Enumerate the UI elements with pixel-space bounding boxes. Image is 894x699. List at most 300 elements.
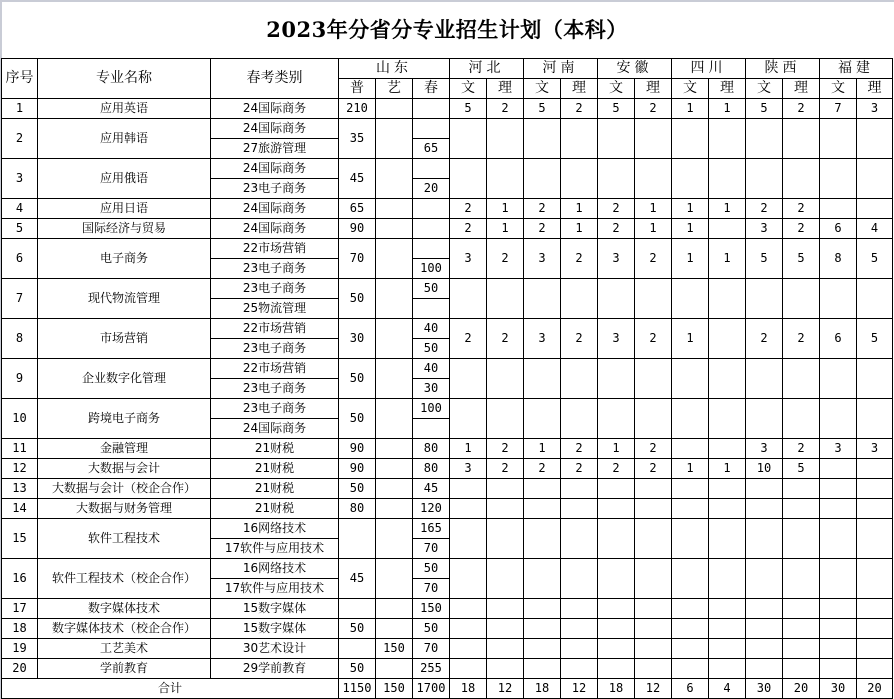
cell-province-quota: 1: [672, 239, 709, 279]
cell-province-quota: 7: [820, 99, 857, 119]
cell-shandong-yi: [376, 599, 413, 619]
cell-shandong-chun: 120: [413, 499, 450, 519]
cell-province-quota: 2: [635, 319, 672, 359]
cell-province-quota: [524, 639, 561, 659]
cell-province-quota: 2: [598, 219, 635, 239]
cell-province-quota: 2: [635, 439, 672, 459]
cell-province-quota: 3: [450, 239, 487, 279]
cell-province-quota: [709, 599, 746, 619]
header-subcategory: 文: [450, 79, 487, 99]
cell-shandong-pu: 50: [339, 659, 376, 679]
cell-shandong-yi: [376, 219, 413, 239]
cell-shandong-chun: 45: [413, 479, 450, 499]
cell-category: 22市场营销: [211, 319, 339, 339]
table-row: [2, 599, 893, 619]
cell-province-quota: [598, 119, 635, 159]
cell-major: 学前教育: [38, 659, 211, 679]
cell-seq: 9: [2, 359, 38, 399]
cell-province-quota: [820, 159, 857, 199]
header-subcategory: 理: [561, 79, 598, 99]
table-row: [2, 399, 893, 419]
header-subcategory: 理: [635, 79, 672, 99]
cell-category: 24国际商务: [211, 219, 339, 239]
cell-shandong-chun: 70: [413, 579, 450, 599]
cell-major: 应用英语: [38, 99, 211, 119]
cell-province-quota: [598, 399, 635, 439]
cell-province-quota: 1: [672, 199, 709, 219]
cell-province-quota: [820, 119, 857, 159]
cell-province-quota: [857, 159, 893, 199]
cell-major: 工艺美术: [38, 639, 211, 659]
cell-province-quota: [746, 499, 783, 519]
cell-shandong-yi: [376, 519, 413, 559]
cell-province-quota: [820, 619, 857, 639]
cell-province-quota: [598, 659, 635, 679]
cell-province-quota: [487, 399, 524, 439]
enrollment-plan-table: [1, 58, 893, 699]
cell-seq: 3: [2, 159, 38, 199]
cell-shandong-chun: [413, 99, 450, 119]
cell-category: 17软件与应用技术: [211, 579, 339, 599]
cell-shandong-chun: 50: [413, 339, 450, 359]
cell-category: 22市场营销: [211, 239, 339, 259]
cell-province-quota: 2: [561, 239, 598, 279]
cell-major: 企业数字化管理: [38, 359, 211, 399]
header-subcategory: 理: [487, 79, 524, 99]
header-row-provinces: [2, 59, 893, 79]
cell-province-quota: [635, 619, 672, 639]
cell-province-quota: [857, 279, 893, 319]
cell-category: 27旅游管理: [211, 139, 339, 159]
table-row: [2, 439, 893, 459]
cell-shandong-pu: 90: [339, 459, 376, 479]
cell-province-quota: 2: [561, 459, 598, 479]
cell-province-quota: 2: [635, 99, 672, 119]
cell-province-quota: [672, 559, 709, 599]
cell-shandong-yi: [376, 439, 413, 459]
cell-shandong-chun: 255: [413, 659, 450, 679]
cell-seq: 19: [2, 639, 38, 659]
table-row: [2, 119, 893, 139]
cell-province-quota: [672, 619, 709, 639]
cell-province-quota: [450, 479, 487, 499]
cell-province-quota: 2: [783, 219, 820, 239]
cell-province-quota: 1: [598, 439, 635, 459]
cell-province-quota: [524, 499, 561, 519]
cell-province-quota: 2: [487, 319, 524, 359]
cell-province-quota: [857, 359, 893, 399]
cell-province-quota: [524, 399, 561, 439]
table-row: [2, 359, 893, 379]
cell-shandong-yi: [376, 479, 413, 499]
cell-shandong-yi: [376, 159, 413, 199]
header-subcategory: 艺: [376, 79, 413, 99]
table-row: [2, 619, 893, 639]
cell-category: 17软件与应用技术: [211, 539, 339, 559]
cell-province-quota: [561, 279, 598, 319]
cell-category: 15数字媒体: [211, 599, 339, 619]
cell-province-quota: [820, 499, 857, 519]
cell-province-quota: [857, 479, 893, 499]
cell-category: 23电子商务: [211, 259, 339, 279]
cell-province-quota: 8: [820, 239, 857, 279]
table-row: [2, 199, 893, 219]
cell-province-quota: [746, 519, 783, 559]
cell-shandong-chun: 70: [413, 539, 450, 559]
cell-province-quota: [561, 619, 598, 639]
cell-province-quota: 2: [561, 319, 598, 359]
cell-province-quota: 5: [857, 239, 893, 279]
cell-province-quota: 3: [598, 239, 635, 279]
cell-province-quota: [857, 599, 893, 619]
cell-shandong-pu: 50: [339, 279, 376, 319]
cell-province-quota: [635, 159, 672, 199]
cell-shandong-yi: [376, 119, 413, 159]
cell-province-quota: [450, 619, 487, 639]
cell-province-quota: [746, 559, 783, 599]
cell-shandong-pu: 90: [339, 439, 376, 459]
cell-province-quota: 3: [746, 439, 783, 459]
cell-shandong-pu: [339, 639, 376, 659]
totals-value: 4: [709, 679, 746, 699]
totals-value: 30: [820, 679, 857, 699]
totals-value: 1150: [339, 679, 376, 699]
cell-major: 电子商务: [38, 239, 211, 279]
cell-province-quota: [561, 159, 598, 199]
cell-province-quota: [709, 559, 746, 599]
cell-province-quota: [487, 519, 524, 559]
header-province: 安徽: [598, 59, 672, 79]
cell-province-quota: [857, 559, 893, 599]
cell-province-quota: [598, 639, 635, 659]
cell-province-quota: 1: [635, 219, 672, 239]
cell-province-quota: [524, 479, 561, 499]
cell-province-quota: [598, 519, 635, 559]
cell-province-quota: [857, 119, 893, 159]
totals-value: 150: [376, 679, 413, 699]
table-row: [2, 99, 893, 119]
totals-value: 20: [857, 679, 893, 699]
cell-province-quota: [487, 359, 524, 399]
cell-province-quota: 3: [857, 439, 893, 459]
cell-shandong-pu: 90: [339, 219, 376, 239]
cell-shandong-yi: [376, 239, 413, 279]
cell-province-quota: 1: [672, 459, 709, 479]
cell-shandong-chun: 70: [413, 639, 450, 659]
cell-province-quota: [746, 639, 783, 659]
cell-shandong-yi: [376, 399, 413, 439]
cell-province-quota: [598, 279, 635, 319]
cell-province-quota: 1: [709, 99, 746, 119]
cell-province-quota: [783, 119, 820, 159]
cell-province-quota: [857, 459, 893, 479]
cell-province-quota: 2: [635, 459, 672, 479]
header-subcategory: 春: [413, 79, 450, 99]
cell-category: 24国际商务: [211, 99, 339, 119]
cell-category: 21财税: [211, 499, 339, 519]
header-subcategory: 文: [820, 79, 857, 99]
cell-shandong-chun: 50: [413, 279, 450, 299]
cell-province-quota: [820, 659, 857, 679]
cell-province-quota: [450, 359, 487, 399]
cell-province-quota: [450, 559, 487, 599]
cell-province-quota: 2: [598, 459, 635, 479]
cell-shandong-chun: 150: [413, 599, 450, 619]
cell-category: 15数字媒体: [211, 619, 339, 639]
cell-province-quota: [820, 639, 857, 659]
cell-shandong-chun: 100: [413, 399, 450, 419]
cell-province-quota: [487, 599, 524, 619]
cell-major: 大数据与会计（校企合作）: [38, 479, 211, 499]
table-row: [2, 519, 893, 539]
cell-province-quota: [487, 659, 524, 679]
cell-province-quota: [820, 199, 857, 219]
cell-shandong-pu: 50: [339, 359, 376, 399]
cell-province-quota: [524, 599, 561, 619]
cell-seq: 12: [2, 459, 38, 479]
cell-seq: 16: [2, 559, 38, 599]
cell-province-quota: [524, 119, 561, 159]
cell-province-quota: [635, 559, 672, 599]
cell-major: 跨境电子商务: [38, 399, 211, 439]
cell-seq: 13: [2, 479, 38, 499]
totals-value: 18: [598, 679, 635, 699]
cell-province-quota: [635, 499, 672, 519]
cell-shandong-pu: 210: [339, 99, 376, 119]
cell-seq: 7: [2, 279, 38, 319]
cell-province-quota: [524, 519, 561, 559]
cell-province-quota: [524, 659, 561, 679]
cell-province-quota: [561, 639, 598, 659]
totals-value: 6: [672, 679, 709, 699]
cell-shandong-chun: 80: [413, 439, 450, 459]
cell-province-quota: [487, 479, 524, 499]
totals-value: 12: [561, 679, 598, 699]
cell-province-quota: [450, 499, 487, 519]
cell-province-quota: [746, 659, 783, 679]
cell-province-quota: [709, 399, 746, 439]
cell-shandong-yi: 150: [376, 639, 413, 659]
cell-province-quota: 1: [709, 239, 746, 279]
cell-province-quota: [820, 519, 857, 559]
cell-province-quota: 2: [524, 459, 561, 479]
cell-province-quota: 1: [709, 199, 746, 219]
cell-province-quota: [746, 479, 783, 499]
cell-province-quota: 3: [820, 439, 857, 459]
cell-category: 22市场营销: [211, 359, 339, 379]
cell-province-quota: 5: [598, 99, 635, 119]
cell-province-quota: 3: [524, 319, 561, 359]
cell-province-quota: [598, 599, 635, 619]
cell-province-quota: [561, 359, 598, 399]
cell-province-quota: [487, 159, 524, 199]
cell-province-quota: 6: [820, 319, 857, 359]
totals-row: [2, 679, 893, 699]
cell-seq: 20: [2, 659, 38, 679]
cell-province-quota: 5: [746, 239, 783, 279]
cell-province-quota: 2: [561, 99, 598, 119]
cell-province-quota: [783, 599, 820, 619]
cell-seq: 15: [2, 519, 38, 559]
cell-province-quota: [487, 619, 524, 639]
cell-province-quota: [746, 279, 783, 319]
cell-category: 24国际商务: [211, 119, 339, 139]
cell-seq: 4: [2, 199, 38, 219]
cell-seq: 11: [2, 439, 38, 459]
cell-category: 23电子商务: [211, 179, 339, 199]
cell-province-quota: [524, 359, 561, 399]
cell-province-quota: [672, 599, 709, 619]
table-row: [2, 159, 893, 179]
cell-shandong-pu: 30: [339, 319, 376, 359]
cell-shandong-chun: 80: [413, 459, 450, 479]
cell-province-quota: [672, 479, 709, 499]
cell-province-quota: [487, 499, 524, 519]
cell-province-quota: [709, 439, 746, 459]
cell-seq: 10: [2, 399, 38, 439]
cell-province-quota: 2: [783, 439, 820, 459]
totals-value: 18: [524, 679, 561, 699]
cell-province-quota: 2: [561, 439, 598, 459]
cell-province-quota: [857, 399, 893, 439]
cell-category: 23电子商务: [211, 279, 339, 299]
cell-province-quota: [783, 279, 820, 319]
cell-province-quota: [635, 359, 672, 399]
cell-major: 现代物流管理: [38, 279, 211, 319]
cell-province-quota: [635, 599, 672, 619]
table-row: [2, 239, 893, 259]
cell-shandong-pu: [339, 519, 376, 559]
cell-province-quota: [709, 279, 746, 319]
header-subcategory: 普: [339, 79, 376, 99]
cell-province-quota: 2: [487, 239, 524, 279]
header-major: 专业名称: [38, 59, 211, 99]
cell-shandong-pu: 50: [339, 479, 376, 499]
cell-province-quota: [672, 439, 709, 459]
cell-shandong-chun: 40: [413, 359, 450, 379]
cell-province-quota: [598, 479, 635, 499]
cell-province-quota: [598, 559, 635, 599]
cell-category: 29学前教育: [211, 659, 339, 679]
cell-province-quota: [672, 399, 709, 439]
totals-value: 20: [783, 679, 820, 699]
cell-province-quota: 2: [450, 199, 487, 219]
cell-major: 数字媒体技术（校企合作）: [38, 619, 211, 639]
cell-shandong-pu: 70: [339, 239, 376, 279]
cell-seq: 5: [2, 219, 38, 239]
cell-province-quota: 5: [450, 99, 487, 119]
header-subcategory: 文: [598, 79, 635, 99]
cell-seq: 14: [2, 499, 38, 519]
cell-province-quota: [746, 159, 783, 199]
cell-province-quota: 2: [783, 319, 820, 359]
cell-category: 23电子商务: [211, 379, 339, 399]
cell-province-quota: [709, 619, 746, 639]
cell-major: 数字媒体技术: [38, 599, 211, 619]
cell-province-quota: [672, 639, 709, 659]
header-category: 春考类别: [211, 59, 339, 99]
cell-province-quota: [746, 619, 783, 639]
cell-seq: 2: [2, 119, 38, 159]
cell-province-quota: [672, 659, 709, 679]
cell-major: 大数据与会计: [38, 459, 211, 479]
header-subcategory: 文: [672, 79, 709, 99]
cell-shandong-pu: 50: [339, 399, 376, 439]
cell-province-quota: [598, 159, 635, 199]
cell-province-quota: [783, 519, 820, 559]
cell-province-quota: [820, 279, 857, 319]
table-row: [2, 659, 893, 679]
cell-shandong-yi: [376, 99, 413, 119]
table-row: [2, 319, 893, 339]
cell-shandong-yi: [376, 459, 413, 479]
cell-province-quota: [524, 279, 561, 319]
totals-value: 12: [487, 679, 524, 699]
cell-category: 23电子商务: [211, 339, 339, 359]
header-province: 河南: [524, 59, 598, 79]
cell-province-quota: [820, 599, 857, 619]
cell-province-quota: [709, 359, 746, 399]
cell-province-quota: [709, 319, 746, 359]
totals-value: 1700: [413, 679, 450, 699]
cell-province-quota: 2: [746, 199, 783, 219]
cell-province-quota: [746, 399, 783, 439]
cell-category: 21财税: [211, 459, 339, 479]
totals-label: 合计: [2, 679, 339, 699]
header-subcategory: 文: [524, 79, 561, 99]
cell-major: 软件工程技术: [38, 519, 211, 559]
cell-province-quota: 2: [746, 319, 783, 359]
table-row: [2, 559, 893, 579]
cell-shandong-pu: 45: [339, 559, 376, 599]
cell-province-quota: 1: [524, 439, 561, 459]
cell-province-quota: 1: [561, 219, 598, 239]
cell-shandong-pu: 80: [339, 499, 376, 519]
cell-shandong-chun: [413, 159, 450, 179]
cell-shandong-chun: 40: [413, 319, 450, 339]
cell-province-quota: [450, 599, 487, 619]
cell-province-quota: [857, 659, 893, 679]
cell-province-quota: [783, 159, 820, 199]
page-title: 2023年分省分专业招生计划（本科）: [266, 17, 628, 42]
cell-category: 21财税: [211, 439, 339, 459]
cell-category: 25物流管理: [211, 299, 339, 319]
cell-shandong-chun: 50: [413, 559, 450, 579]
cell-province-quota: 1: [672, 319, 709, 359]
cell-province-quota: 1: [487, 199, 524, 219]
cell-major: 应用韩语: [38, 119, 211, 159]
cell-province-quota: 3: [450, 459, 487, 479]
cell-province-quota: [709, 499, 746, 519]
cell-province-quota: [635, 279, 672, 319]
cell-province-quota: [561, 479, 598, 499]
cell-province-quota: [783, 479, 820, 499]
table-row: [2, 499, 893, 519]
cell-province-quota: [450, 519, 487, 559]
cell-province-quota: 1: [561, 199, 598, 219]
cell-category: 30艺术设计: [211, 639, 339, 659]
cell-province-quota: 2: [783, 199, 820, 219]
cell-shandong-chun: [413, 299, 450, 319]
cell-province-quota: 2: [487, 439, 524, 459]
cell-shandong-yi: [376, 659, 413, 679]
header-subcategory: 理: [783, 79, 820, 99]
cell-province-quota: 2: [598, 199, 635, 219]
cell-province-quota: 1: [672, 99, 709, 119]
cell-shandong-chun: 30: [413, 379, 450, 399]
cell-shandong-pu: 45: [339, 159, 376, 199]
cell-province-quota: [672, 119, 709, 159]
